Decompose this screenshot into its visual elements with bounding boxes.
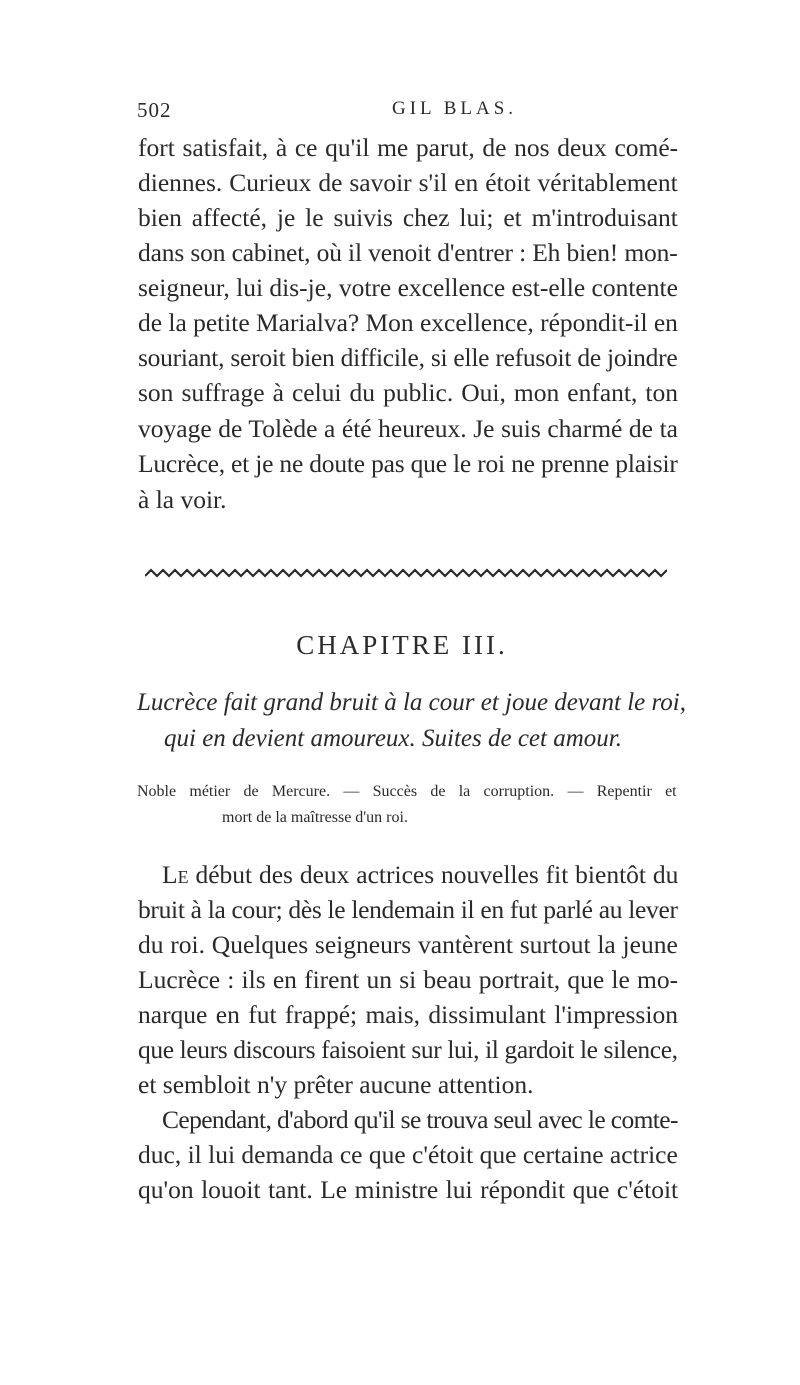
text-line: dans son cabinet, où il venoit d'entrer : Eh bien! mon- bbox=[138, 238, 678, 267]
running-head bbox=[137, 98, 677, 128]
text-line: à la voir. bbox=[138, 485, 227, 514]
subtitle-line: Lucrèce fait grand bruit à la cour et joue devant le roi, bbox=[137, 689, 686, 716]
book-title: GIL BLAS. bbox=[392, 98, 518, 119]
summary-line: Noble métier de Mercure. — Succès de la corruption. — Repentir et bbox=[137, 783, 677, 800]
text-line: souriant, seroit bien difficile, si elle refusoit de joindre bbox=[138, 343, 678, 372]
text-line: de la petite Marialva? Mon excellence, répondit-il en bbox=[138, 308, 678, 337]
text-line: que leurs discours faisoient sur lui, il gardoit le silence, bbox=[138, 1035, 678, 1064]
text-line: narque en fut frappé; mais, dissimulant l'impression bbox=[138, 1000, 678, 1029]
text-line: seigneur, lui dis-je, votre excellence est-elle contente bbox=[138, 273, 678, 302]
summary-line: mort de la maîtresse d'un roi. bbox=[222, 809, 408, 826]
text-line: Lucrèce : ils en firent un si beau portrait, que le mo- bbox=[138, 965, 679, 994]
opening-line-rest: début des deux actrices nouvelles fit bientôt du bbox=[188, 860, 679, 889]
text-line: son suffrage à celui du public. Oui, mon enfant, ton bbox=[138, 378, 678, 407]
page-number: 502 bbox=[137, 98, 172, 122]
text-line: voyage de Tolède a été heureux. Je suis charmé de ta bbox=[138, 414, 678, 443]
chapter-ornament-rule bbox=[145, 568, 667, 578]
opening-word: Le bbox=[162, 860, 189, 889]
chapter-heading: CHAPITRE III. bbox=[296, 630, 508, 660]
subtitle-line: qui en devient amoureux. Suites de cet amour. bbox=[164, 725, 622, 752]
text-line: fort satisfait, à ce qu'il me parut, de nos deux comé- bbox=[138, 133, 679, 162]
opening-line bbox=[162, 860, 678, 890]
text-line: Lucrèce, et je ne doute pas que le roi ne prenne plaisir bbox=[138, 449, 678, 478]
text-line: diennes. Curieux de savoir s'il en étoit véritablement bbox=[138, 168, 678, 197]
text-line: bruit à la cour; dès le lendemain il en fut parlé au lever bbox=[138, 895, 678, 924]
text-line: qu'on louoit tant. Le ministre lui répondit que c'étoit bbox=[138, 1175, 679, 1204]
text-line: duc, il lui demanda ce que c'étoit que certaine actrice bbox=[138, 1140, 678, 1169]
text-line: bien affecté, je le suivis chez lui; et m'introduisant bbox=[138, 203, 678, 232]
text-line: Cependant, d'abord qu'il se trouva seul avec le comte- bbox=[162, 1105, 678, 1134]
text-line: et sembloit n'y prêter aucune attention. bbox=[138, 1070, 534, 1099]
text-line: du roi. Quelques seigneurs vantèrent surtout la jeune bbox=[138, 930, 678, 959]
